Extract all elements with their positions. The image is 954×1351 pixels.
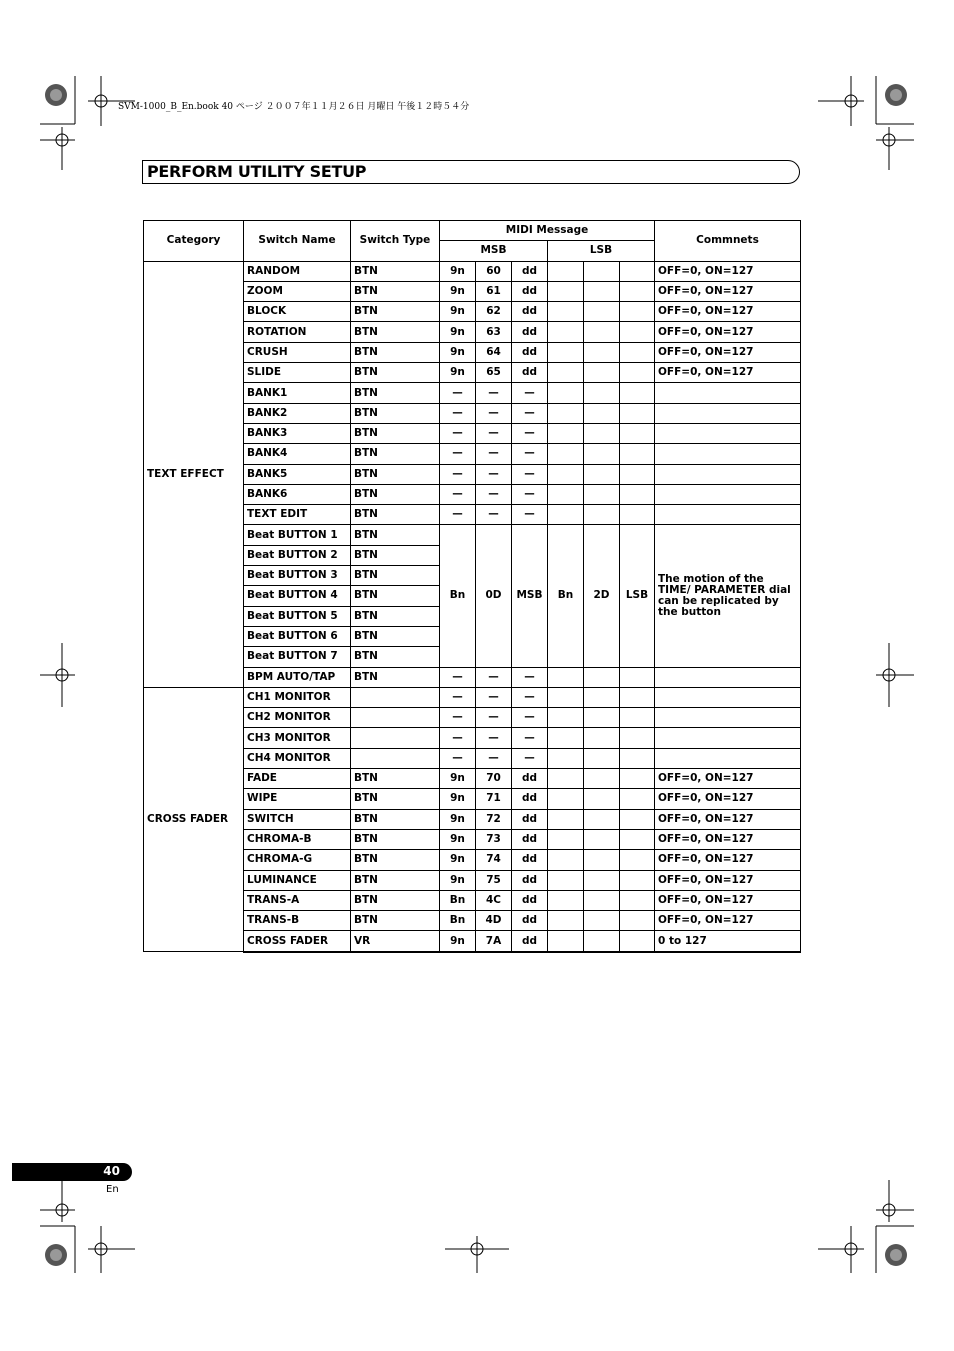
lsb-cell [620,505,655,525]
comment-cell [655,687,801,707]
comment-cell [655,667,801,687]
switch-name-cell: CHROMA-B [244,829,351,849]
switch-type-cell: BTN [351,403,440,423]
section-title-bar [142,160,800,184]
msb-cell: 9n [440,809,476,829]
lsb-cell [584,281,620,301]
lsb-cell [584,890,620,910]
comment-cell [655,444,801,464]
lsb-cell [620,728,655,748]
header-midi-message: MIDI Message [440,221,655,241]
lsb-cell [548,687,584,707]
comment-cell [655,464,801,484]
switch-type-cell [351,687,440,707]
switch-name-cell: Beat BUTTON 1 [244,525,351,545]
lsb-cell [620,667,655,687]
switch-name-cell: LUMINANCE [244,870,351,890]
comment-cell: 0 to 127 [655,931,801,952]
crosshair-mark-icon [445,1236,509,1273]
msb-cell: 9n [440,261,476,281]
msb-cell: 60 [476,261,512,281]
msb-cell: 75 [476,870,512,890]
lsb-cell [620,789,655,809]
color-target-icon [45,84,67,106]
msb-cell: 9n [440,870,476,890]
comment-cell [655,505,801,525]
msb-cell: dd [512,850,548,870]
midi-message-table [143,220,801,953]
lsb-cell [548,708,584,728]
msb-cell: dd [512,890,548,910]
lsb-cell [620,363,655,383]
msb-cell: 9n [440,829,476,849]
lsb-cell [584,789,620,809]
msb-cell: 72 [476,809,512,829]
lsb-cell [620,809,655,829]
msb-cell: Bn [440,890,476,910]
switch-name-cell: CH2 MONITOR [244,708,351,728]
lsb-cell [548,342,584,362]
comment-cell [655,484,801,504]
msb-cell: — [512,728,548,748]
msb-cell: — [512,444,548,464]
lsb-cell [548,890,584,910]
switch-name-cell: CH3 MONITOR [244,728,351,748]
switch-type-cell: VR [351,931,440,952]
lsb-cell [584,809,620,829]
msb-cell: 64 [476,342,512,362]
msb-cell: — [440,667,476,687]
msb-cell: — [512,748,548,768]
lsb-cell [584,505,620,525]
msb-cell: 9n [440,363,476,383]
lsb-cell [548,281,584,301]
lsb-cell [548,403,584,423]
lsb-cell [584,667,620,687]
switch-name-cell: ZOOM [244,281,351,301]
lsb-cell [620,444,655,464]
msb-cell: 9n [440,322,476,342]
table-row [144,687,801,707]
msb-cell: 4C [476,890,512,910]
switch-type-cell: BTN [351,829,440,849]
lsb-cell: Bn [548,525,584,667]
color-target-icon [885,1244,907,1266]
comment-cell: OFF=0, ON=127 [655,809,801,829]
comment-cell [655,708,801,728]
msb-cell: MSB [512,525,548,667]
msb-cell: — [476,484,512,504]
switch-type-cell: BTN [351,667,440,687]
comment-cell [655,728,801,748]
lsb-cell [620,403,655,423]
switch-name-cell: BANK4 [244,444,351,464]
switch-name-cell: BANK3 [244,423,351,443]
switch-type-cell: BTN [351,870,440,890]
comment-cell: OFF=0, ON=127 [655,850,801,870]
msb-cell: — [440,505,476,525]
msb-cell: — [512,484,548,504]
crosshair-mark-icon [40,127,75,170]
switch-name-cell: Beat BUTTON 4 [244,586,351,606]
msb-cell: dd [512,769,548,789]
switch-name-cell: Beat BUTTON 2 [244,545,351,565]
switch-type-cell: BTN [351,484,440,504]
switch-type-cell: BTN [351,505,440,525]
comment-cell: OFF=0, ON=127 [655,829,801,849]
msb-cell: dd [512,363,548,383]
msb-cell: 9n [440,931,476,952]
lsb-cell [584,748,620,768]
msb-cell: — [512,423,548,443]
msb-cell: 0D [476,525,512,667]
msb-cell: — [476,423,512,443]
lsb-cell [548,748,584,768]
lsb-cell [620,829,655,849]
lsb-cell [548,809,584,829]
color-target-icon [885,84,907,106]
lsb-cell [548,464,584,484]
lsb-cell [620,850,655,870]
page-title: PERFORM UTILITY SETUP [147,162,367,181]
msb-cell: — [440,403,476,423]
lsb-cell [548,505,584,525]
switch-name-cell: TRANS-A [244,890,351,910]
category-cell: TEXT EFFECT [144,261,244,687]
msb-cell: — [440,484,476,504]
lsb-cell [620,870,655,890]
crosshair-mark-icon [40,1180,75,1222]
switch-name-cell: Beat BUTTON 5 [244,606,351,626]
lsb-cell [584,261,620,281]
msb-cell: 74 [476,850,512,870]
lsb-cell [584,728,620,748]
msb-cell: dd [512,302,548,322]
msb-cell: 9n [440,789,476,809]
lsb-cell [548,322,584,342]
comment-cell: The motion of the TIME/ PARAMETER dial can be replicated by the button [655,525,801,667]
msb-cell: dd [512,281,548,301]
lsb-cell [548,363,584,383]
comment-cell: OFF=0, ON=127 [655,342,801,362]
lsb-cell [548,484,584,504]
switch-type-cell [351,708,440,728]
switch-name-cell: SLIDE [244,363,351,383]
switch-name-cell: TEXT EDIT [244,505,351,525]
switch-type-cell: BTN [351,525,440,545]
switch-type-cell: BTN [351,261,440,281]
msb-cell: — [440,383,476,403]
switch-name-cell: BANK5 [244,464,351,484]
comment-cell: OFF=0, ON=127 [655,769,801,789]
msb-cell: dd [512,870,548,890]
switch-name-cell: CH1 MONITOR [244,687,351,707]
lsb-cell [620,302,655,322]
lsb-cell [584,423,620,443]
msb-cell: 73 [476,829,512,849]
msb-cell: — [512,464,548,484]
msb-cell: 9n [440,342,476,362]
comment-cell: OFF=0, ON=127 [655,363,801,383]
msb-cell: 63 [476,322,512,342]
msb-cell: — [476,748,512,768]
switch-type-cell: BTN [351,890,440,910]
msb-cell: dd [512,261,548,281]
msb-cell: 70 [476,769,512,789]
lsb-cell [584,363,620,383]
switch-type-cell: BTN [351,383,440,403]
msb-cell: — [440,708,476,728]
switch-type-cell: BTN [351,606,440,626]
page-language: En [106,1184,119,1195]
crosshair-mark-icon [876,127,914,170]
header-comments: Commnets [655,221,801,262]
msb-cell: — [440,748,476,768]
switch-name-cell: BLOCK [244,302,351,322]
crosshair-mark-icon [876,643,914,707]
msb-cell: — [476,444,512,464]
crosshair-mark-icon [818,76,864,126]
header-msb: MSB [440,241,548,261]
msb-cell: 61 [476,281,512,301]
lsb-cell [548,789,584,809]
msb-cell: — [476,708,512,728]
msb-cell: Bn [440,911,476,931]
switch-type-cell: BTN [351,423,440,443]
msb-cell: — [512,383,548,403]
lsb-cell [584,850,620,870]
switch-name-cell: SWITCH [244,809,351,829]
lsb-cell [584,444,620,464]
book-file-info: SVM-1000_B_En.book 40 ページ ２００７年１１月２６日 月曜日 午後１２時５４分 [118,102,470,112]
lsb-cell [584,769,620,789]
lsb-cell [548,302,584,322]
lsb-cell [548,444,584,464]
lsb-cell [584,687,620,707]
switch-name-cell: BPM AUTO/TAP [244,667,351,687]
lsb-cell [584,342,620,362]
lsb-cell [620,383,655,403]
lsb-cell [584,870,620,890]
lsb-cell [584,322,620,342]
switch-type-cell: BTN [351,911,440,931]
comment-cell [655,748,801,768]
table-row [144,261,801,281]
msb-cell: dd [512,829,548,849]
switch-type-cell: BTN [351,647,440,667]
comment-cell: OFF=0, ON=127 [655,302,801,322]
lsb-cell [584,708,620,728]
switch-type-cell: BTN [351,566,440,586]
lsb-cell [548,261,584,281]
msb-cell: — [476,728,512,748]
lsb-cell [620,423,655,443]
switch-type-cell: BTN [351,626,440,646]
switch-name-cell: CH4 MONITOR [244,748,351,768]
msb-cell: — [440,464,476,484]
msb-cell: 62 [476,302,512,322]
msb-cell: — [512,708,548,728]
lsb-cell [620,464,655,484]
switch-type-cell: BTN [351,281,440,301]
msb-cell: 65 [476,363,512,383]
msb-cell: — [476,383,512,403]
lsb-cell [620,342,655,362]
msb-cell: — [476,687,512,707]
comment-cell: OFF=0, ON=127 [655,911,801,931]
msb-cell: — [476,505,512,525]
header-lsb: LSB [548,241,655,261]
msb-cell: Bn [440,525,476,667]
switch-name-cell: Beat BUTTON 7 [244,647,351,667]
lsb-cell [584,383,620,403]
msb-cell: — [512,687,548,707]
msb-cell: 9n [440,850,476,870]
crosshair-mark-icon [40,643,75,707]
crosshair-mark-icon [876,1180,914,1222]
lsb-cell [620,484,655,504]
switch-name-cell: FADE [244,769,351,789]
lsb-cell: LSB [620,525,655,667]
crosshair-mark-icon [818,1226,864,1273]
lsb-cell [620,911,655,931]
msb-cell: dd [512,931,548,952]
msb-cell: dd [512,322,548,342]
switch-type-cell [351,728,440,748]
table-body [144,261,801,952]
comment-cell: OFF=0, ON=127 [655,789,801,809]
switch-type-cell: BTN [351,464,440,484]
msb-cell: — [512,667,548,687]
lsb-cell [548,931,584,952]
msb-cell: — [476,403,512,423]
lsb-cell: 2D [584,525,620,667]
lsb-cell [548,870,584,890]
crosshair-mark-icon [88,1226,135,1273]
switch-type-cell: BTN [351,363,440,383]
lsb-cell [620,769,655,789]
comment-cell [655,383,801,403]
switch-type-cell [351,748,440,768]
switch-type-cell: BTN [351,789,440,809]
comment-cell: OFF=0, ON=127 [655,890,801,910]
msb-cell: — [476,464,512,484]
switch-type-cell: BTN [351,809,440,829]
lsb-cell [584,829,620,849]
lsb-cell [620,281,655,301]
msb-cell: — [440,423,476,443]
msb-cell: dd [512,789,548,809]
msb-cell: 9n [440,302,476,322]
msb-cell: 4D [476,911,512,931]
comment-cell: OFF=0, ON=127 [655,870,801,890]
lsb-cell [584,484,620,504]
switch-name-cell: CROSS FADER [244,931,351,952]
lsb-cell [548,667,584,687]
msb-cell: — [440,728,476,748]
msb-cell: 9n [440,281,476,301]
msb-cell: 7A [476,931,512,952]
comment-cell [655,423,801,443]
switch-name-cell: WIPE [244,789,351,809]
switch-name-cell: BANK2 [244,403,351,423]
lsb-cell [548,911,584,931]
lsb-cell [548,383,584,403]
switch-name-cell: RANDOM [244,261,351,281]
lsb-cell [620,931,655,952]
switch-type-cell: BTN [351,586,440,606]
lsb-cell [620,687,655,707]
switch-type-cell: BTN [351,302,440,322]
switch-name-cell: Beat BUTTON 3 [244,566,351,586]
lsb-cell [584,911,620,931]
lsb-cell [584,403,620,423]
msb-cell: — [512,505,548,525]
page-number-tab [12,1163,132,1181]
msb-cell: 9n [440,769,476,789]
lsb-cell [620,322,655,342]
switch-name-cell: ROTATION [244,322,351,342]
msb-cell: — [440,687,476,707]
switch-type-cell: BTN [351,769,440,789]
lsb-cell [584,464,620,484]
header-switch-type: Switch Type [351,221,440,262]
msb-cell: — [512,403,548,423]
msb-cell: — [476,667,512,687]
comment-cell: OFF=0, ON=127 [655,322,801,342]
page-number: 40 [103,1164,120,1178]
switch-name-cell: TRANS-B [244,911,351,931]
switch-name-cell: CHROMA-G [244,850,351,870]
lsb-cell [548,728,584,748]
msb-cell: 71 [476,789,512,809]
switch-type-cell: BTN [351,444,440,464]
comment-cell: OFF=0, ON=127 [655,281,801,301]
lsb-cell [620,890,655,910]
comment-cell [655,403,801,423]
color-target-icon [45,1244,67,1266]
category-cell: CROSS FADER [144,687,244,951]
lsb-cell [548,829,584,849]
lsb-cell [584,931,620,952]
switch-name-cell: CRUSH [244,342,351,362]
switch-name-cell: Beat BUTTON 6 [244,626,351,646]
switch-type-cell: BTN [351,850,440,870]
lsb-cell [620,748,655,768]
msb-cell: dd [512,911,548,931]
comment-cell: OFF=0, ON=127 [655,261,801,281]
switch-name-cell: BANK1 [244,383,351,403]
switch-type-cell: BTN [351,322,440,342]
switch-type-cell: BTN [351,545,440,565]
lsb-cell [548,423,584,443]
header-category: Category [144,221,244,262]
header-switch-name: Switch Name [244,221,351,262]
msb-cell: — [440,444,476,464]
msb-cell: dd [512,342,548,362]
lsb-cell [584,302,620,322]
msb-cell: dd [512,809,548,829]
switch-type-cell: BTN [351,342,440,362]
switch-name-cell: BANK6 [244,484,351,504]
lsb-cell [620,261,655,281]
lsb-cell [620,708,655,728]
lsb-cell [548,769,584,789]
lsb-cell [548,850,584,870]
